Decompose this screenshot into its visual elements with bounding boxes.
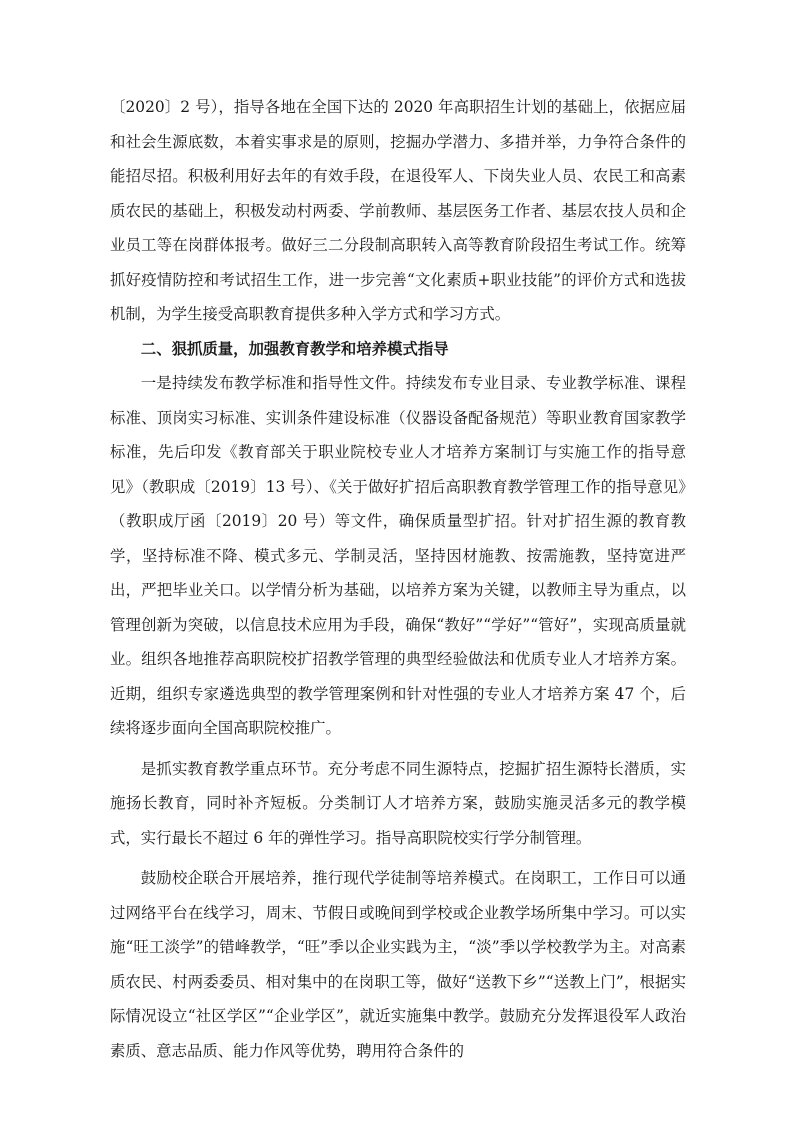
paragraph-school-enterprise: 鼓励校企联合开展培养，推行现代学徒制等培养模式。在岗职工，工作日可以通过网络平台在线学习，周末、节假日或晚间到学校或企业教学场所集中学习。可以实施“旺工淡学”的错峰教学，“旺”季以企业实践为主，“淡”季以学校教学为主。对高素质农民、村两委委员、相对集中的在岗职工等，做好“送教下乡”“送教上门”，根据实际情况设立“社区学区”“企业学区”，就近实施集中教学。鼓励充分发挥退役军人政治素质、意志品质、能力作风等优势，聘用符合条件的 <box>110 869 686 1060</box>
paragraph-enrollment: 〔2020〕2 号），指导各地在全国下达的 2020 年高职招生计划的基础上，依据应届和社会生源底数，本着实事求是的原则，挖掘办学潜力、多措并举，力争符合条件的能招尽招。积极利用好去年的有效手段，在退役军人、下岗失业人员、农民工和高素质农民的基础上，积极发动村两委、学前教师、基层医务工作者、基层农技人员和企业员工等在岗群体报考。做好三二分段制高职转入高等教育阶段招生考试工作。统筹抓好疫情防控和考试招生工作，进一步完善“文化素质+职业技能”的评价方式和选拔机制，为学生接受高职教育提供多种入学方式和学习方式。 <box>110 98 686 323</box>
paragraph-key-links: 是抓实教育教学重点环节。充分考虑不同生源特点，挖掘扩招生源特长潜质，实施扬长教育，同时补齐短板。分类制订人才培养方案，鼓励实施灵活多元的教学模式，实行最长不超过 6 年的弹性学习。指导高职院校实行学分制管理。 <box>110 759 686 847</box>
paragraph-teaching-standards: 一是持续发布教学标准和指导性文件。持续发布专业目录、专业教学标准、课程标准、顶岗实习标准、实训条件建设标准（仪器设备配备规范）等职业教育国家教学标准，先后印发《教育部关于职业院校专业人才培养方案制订与实施工作的指导意见》（教职成〔2019〕13 号）、《关于做好扩招后高职教育教学管理工作的指导意见》（教职成厅函〔2019〕20 号）等文件，确保质量型扩招。针对扩招生源的教育教学，坚持标准不降、模式多元、学制灵活，坚持因材施教、按需施教，坚持宽进严出，严把毕业关口。以学情分析为基础，以培养方案为关键，以教师主导为重点，以管理创新为突破，以信息技术应用为手段，确保“教好”“学好”“管好”，实现高质量就业。组织各地推荐高职院校扩招教学管理的典型经验做法和优质专业人才培养方案。近期，组织专家遴选典型的教学管理案例和针对性强的专业人才培养方案 47 个，后续将逐步面向全国高职院校推广。 <box>110 374 686 737</box>
document-body <box>110 90 686 1068</box>
section-heading-quality: 二、狠抓质量，加强教育教学和培养模式指导 <box>140 339 449 358</box>
